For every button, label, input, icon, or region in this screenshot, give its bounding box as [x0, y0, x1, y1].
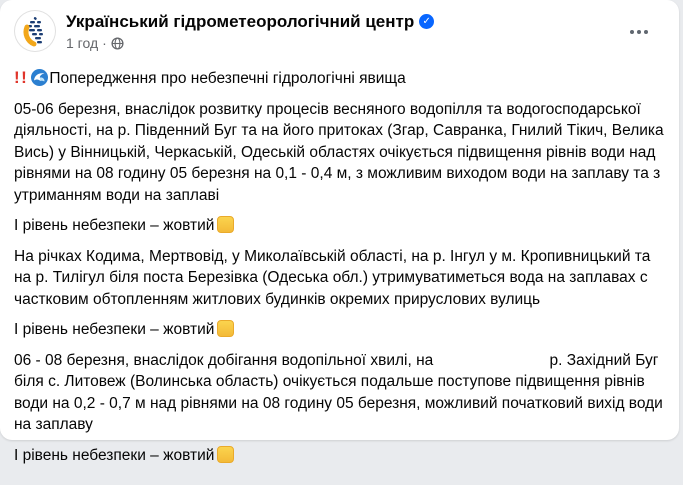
globe-icon: [111, 37, 124, 50]
post-paragraph: 05-06 березня, внаслідок розвитку процесів весняного водопілля та водогосподарської діяльності, на р. Південний Буг та на його притоках (Згар, Савранка, Гнилий Тікич, Велика Вись) у Вінницькій, Черкаській, Одеській областях очікується підвищення рівнів води над рівнями на 08 годину 05 березня на 0,1 - 0,4 м, з можливим виходом води на заплаву та з утриманням води на заплаві: [14, 100, 664, 204]
yellow-square-icon: [217, 320, 234, 337]
ellipsis-icon: [630, 30, 648, 34]
verified-badge-icon: ✓: [419, 14, 434, 29]
warning-title: Попередження про небезпечні гідрологічні явища: [49, 70, 406, 87]
danger-level-line: [14, 319, 665, 341]
post-paragraph: 06 - 08 березня, внаслідок добігання водопільної хвилі, на р. Західний Буг біля с. Литовеж (Волинська область) очікується подальше поступове підвищення рівнів води на 0,2 - 0,7 м над рівнями на 08 годину 05 березня, можливий початковий вихід води на заплаву: [14, 351, 663, 433]
yellow-square-icon: [217, 216, 234, 233]
danger-level-line: [14, 215, 665, 237]
danger-level-text: І рівень небезпеки – жовтий: [14, 446, 215, 464]
double-exclamation-icon: !!: [14, 68, 29, 87]
yellow-square-icon: [217, 446, 234, 463]
water-wave-icon: [31, 69, 48, 86]
warning-title-line: [14, 67, 665, 90]
meta-separator: ·: [102, 35, 107, 51]
page-name[interactable]: Український гідрометеорологічний центр: [66, 12, 415, 31]
more-options-button[interactable]: [623, 20, 655, 44]
header-info: [66, 10, 623, 51]
post-content: [0, 56, 679, 485]
avatar[interactable]: [14, 10, 56, 52]
hydromet-logo-icon: [17, 13, 53, 49]
post-header: [0, 0, 679, 56]
danger-level-text: І рівень небезпеки – жовтий: [14, 321, 215, 338]
post-paragraph: На річках Кодима, Мертвовід, у Миколаївській області, на р. Інгул у м. Кропивницький та на р. Тилігул біля поста Березівка (Одеська обл.) утримуватиметься вода на заплавах с частковим обтопленням житлових будинків окремих прируслових вулиць: [14, 247, 651, 308]
danger-level-line: [14, 445, 665, 467]
post-timestamp[interactable]: 1 год: [66, 35, 99, 51]
danger-level-text: І рівень небезпеки – жовтий: [14, 217, 215, 234]
